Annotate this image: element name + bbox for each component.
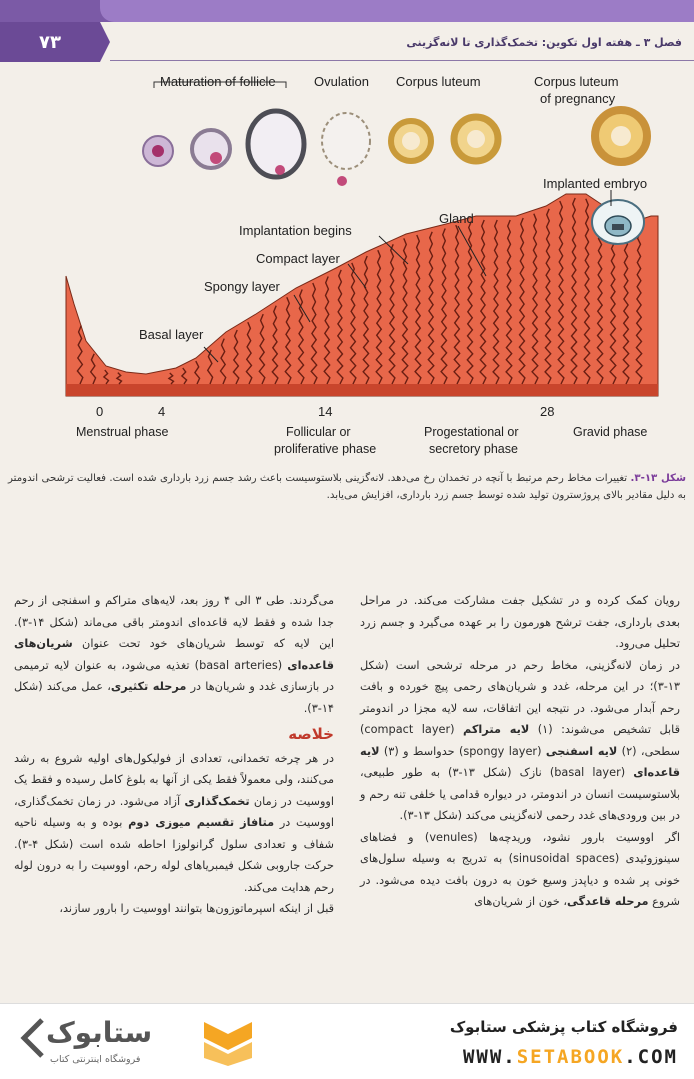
paragraph: در زمان لانه‌گزینی، مخاط رحم در مرحله ترشحی است (شکل ۱۳-۳)؛ در این مرحله، غدد و شریان‌های رحمی پیچ خورده و بافت رحم آبدار می‌شود. در نتیجه این اتفاقات، سه لایه مجزا در اندومتر قابل تشخیص می‌شوند: (۱) لایه متراکم (compact layer) سطحی، (۲) لایه اسفنجی (spongy layer) حدواسط و (۳) لایه قاعده‌ای (basal layer) نازک (شکل ۱۳-۳) به طور طبیعی، بلاستوسیست انسان در اندومتر، در دیواره قدامی یا خلفی تنه رحم و در بین ورودی‌های غدد رحمی لانه‌گزینی می‌کند (شکل ۱۳-۳).	[360, 658, 681, 822]
top-band	[0, 0, 694, 22]
label-corpus-luteum-preg-1: Corpus luteum	[534, 74, 619, 89]
label-corpus-luteum-preg-2: of pregnancy	[540, 91, 616, 106]
page-number: ۷۳	[0, 22, 100, 62]
logo-chevron-icon	[20, 1018, 44, 1058]
implanted-embryo	[592, 200, 644, 244]
endometrium-profile	[66, 194, 658, 396]
setabook-logo[interactable]	[20, 1014, 270, 1070]
label-gland: Gland	[439, 211, 474, 226]
ovulating-follicle	[322, 113, 370, 186]
shop-url[interactable]: WWW.SETABOOK.COM	[462, 1046, 678, 1068]
label-maturation: Maturation of follicle	[160, 74, 276, 89]
phase-menstrual: Menstrual phase	[76, 425, 169, 439]
endometrium-diagram	[46, 66, 686, 466]
paragraph: رویان کمک کرده و در تشکیل جفت مشارکت می‌کند. در مراحل بعدی بارداری، جفت ترشح هورمون را بر عهده می‌گیرد و جسم زرد تحلیل می‌رود.	[360, 594, 680, 650]
summary-heading: خلاصه	[288, 725, 334, 743]
label-implanted-embryo: Implanted embryo	[543, 176, 648, 191]
tick-day-0: 0	[96, 404, 104, 419]
left-column	[14, 590, 334, 920]
header-rule	[110, 60, 694, 61]
phase-progestational-1: Progestational or	[424, 425, 519, 439]
tick-day-14: 14	[318, 404, 333, 419]
phase-follicular-1: Follicular or	[286, 425, 351, 439]
follicle-mature	[248, 111, 304, 177]
corpus-luteum-pregnancy	[595, 110, 647, 162]
label-basal-layer: Basal layer	[139, 327, 204, 342]
phase-progestational-2: secretory phase	[429, 442, 518, 456]
caption-text: تغییرات مخاط رحم مرتبط با آنچه در تخمدان رخ می‌دهد. لانه‌گزینی بلاستوسیست باعث رشد جسم زرد بارداری شده است. فعالیت ترشحی اندومتر به دلیل مقادیر بالای پروژسترون تولید شده توسط جسم زرد بارداری، افزایش می‌یابد.	[8, 473, 686, 501]
logo-subtitle: فروشگاه اینترنتی کتاب	[50, 1054, 141, 1065]
phase-gravid: Gravid phase	[573, 425, 648, 439]
shop-name: فروشگاه کتاب پزشکی ستابوک	[449, 1018, 678, 1036]
logo-text: ستابوک	[46, 1016, 153, 1049]
label-spongy-layer: Spongy layer	[204, 279, 280, 294]
figure-caption	[8, 470, 686, 504]
label-compact-layer: Compact layer	[256, 251, 340, 266]
caption-id: شکل ۱۳-۳.	[630, 473, 686, 484]
label-implantation-begins: Implantation begins	[239, 223, 352, 238]
right-column	[360, 590, 680, 913]
phase-follicular-2: proliferative phase	[274, 442, 377, 456]
paragraph: در هر چرخه تخمدانی، تعدادی از فولیکول‌های اولیه شروع به رشد می‌کنند، ولی معمولاً فقط یکی از آنها به بلوغ کامل رسیده و فقط یک اووسیت در زمان تخمک‌گذاری آزاد می‌شود. در زمان تخمک‌گذاری، اووسیت در متافاز تقسیم میوزی دوم بوده و به وسیله ناحیه شفاف و تعدادی سلول گرانولوزا احاطه شده است (شکل ۴-۳). حرکت جاروبی شکل فیمبریاهای لوله رحم، اووسیت را به درون لوله رحم هدایت می‌کند.	[14, 751, 335, 894]
myometrium-strip	[66, 384, 658, 396]
follicle-secondary	[192, 130, 230, 168]
chapter-title: فصل ۳ ـ هفته اول تکوین: تخمک‌گذاری تا لانه‌گزینی	[406, 36, 682, 49]
endometrium-figure	[46, 66, 686, 466]
paragraph: می‌گردند. طی ۳ الی ۴ روز بعد، لایه‌های متراکم و اسفنجی از رحم جدا شده و فقط لایه قاعده‌ای اندومتر باقی می‌ماند (شکل ۱۴-۳). این لایه که توسط شریان‌های خود تحت عنوان شریان‌های قاعده‌ای (basal arteries) تغذیه می‌شود، به عنوان لایه ترمیمی در بازسازی غدد و شریان‌ها در مرحله تکثیری، عمل می‌کند (شکل ۱۴-۳).	[14, 594, 335, 715]
corpus-luteum-1	[391, 121, 431, 161]
label-ovulation: Ovulation	[314, 74, 369, 89]
tick-day-4: 4	[158, 404, 166, 419]
footer-banner	[0, 1003, 694, 1079]
follicle-primary	[143, 136, 173, 166]
top-band-notch	[100, 0, 694, 22]
tick-day-28: 28	[540, 404, 555, 419]
paragraph: اگر اووسیت بارور نشود، وریدچه‌ها (venules) و فضاهای سینوزوئیدی (sinusoidal spaces) به تدریج به وسیله سلول‌های خونی پر شده و دیاپدز وسیع خون به درون بافت دیده می‌شود. در شروع مرحله قاعدگی، خون از شریان‌های	[360, 830, 680, 908]
corpus-luteum-2	[454, 117, 498, 161]
page-header	[0, 22, 694, 66]
paragraph: قبل از اینکه اسپرماتوزون‌ها بتوانند اووسیت را بارور سازند،	[59, 902, 334, 915]
label-corpus-luteum: Corpus luteum	[396, 74, 481, 89]
bookmark-icon	[200, 1018, 256, 1066]
